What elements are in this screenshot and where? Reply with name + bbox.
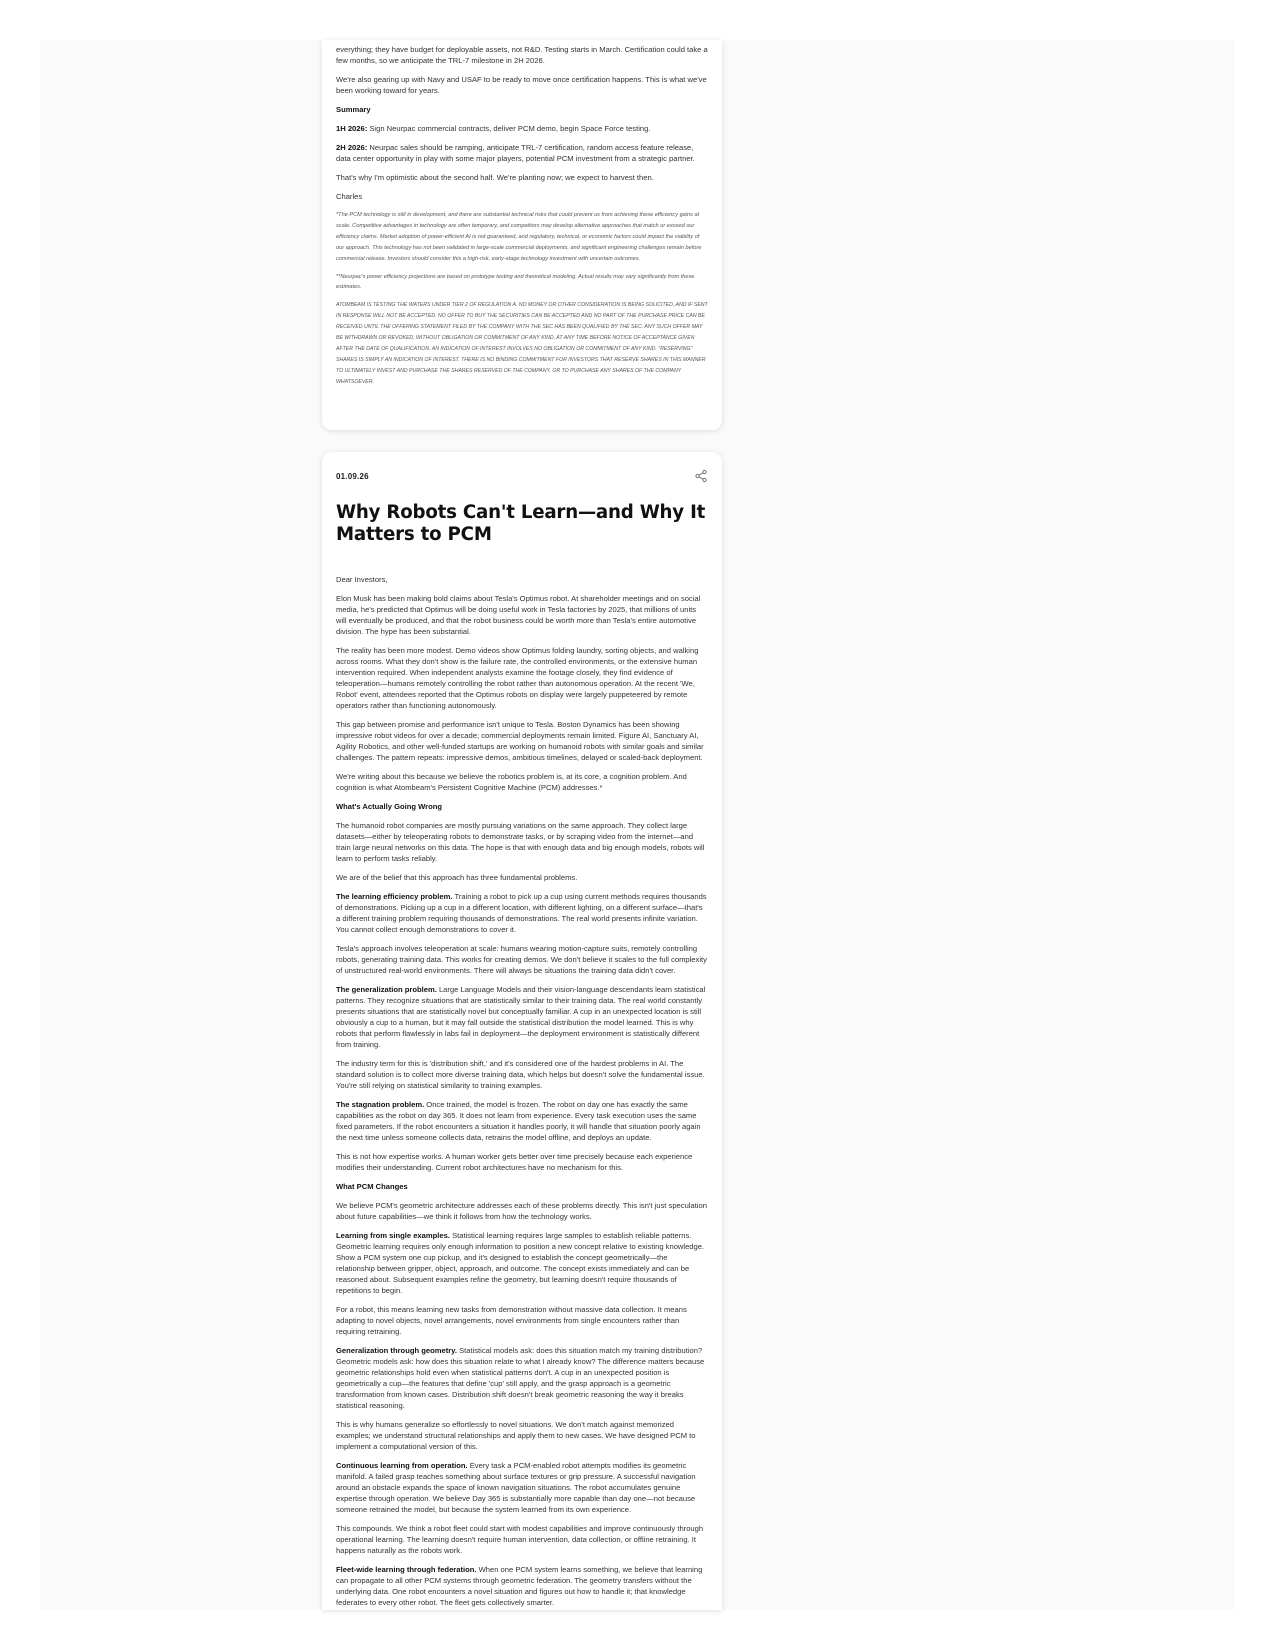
paragraph: We're also gearing up with Navy and USAF to be ready to move once certification happens. This is what we've been working toward for years. [336, 75, 707, 95]
paragraph [336, 1564, 708, 1608]
paragraph-text: Large Language Models and their vision-language descendants learn statistical patterns. They recognize situations that are statistically similar to their training data. The real world constantly presents situations that are statistically novel but conceptually familiar. A cup in an unexpected location is still obviously a cup to a human, but it may fall outside the statistical distribution the model learned. This is why robots that perform flawlessly in labs fail in deployment—the deployment environment is statistically different from training. [336, 985, 706, 1049]
paragraph: This is not how expertise works. A human worker gets better over time precisely because each experience modifies their understanding. Current robot architectures have no mechanism for this. [336, 1152, 693, 1172]
paragraph: We believe PCM's geometric architecture addresses each of these problems directly. This isn't just speculation about future capabilities—we think it follows from how the technology works. [336, 1201, 707, 1221]
paragraph-text: Training a robot to pick up a cup using current methods requires thousands of demonstrations. Picking up a cup in a different location, with different lighting, on a different surface—that's a different training problem requiring thousands of demonstrations. The real world presents infinite variation. You cannot collect enough demonstrations to cover it. [336, 892, 707, 934]
lead-in: Learning from single examples. [336, 1231, 450, 1240]
summary-heading: Summary [336, 105, 371, 114]
paragraph: everything; they have budget for deployable assets, not R&D. Testing starts in March. Certification could take a few months, so we anticipate the TRL-7 milestone in 2H 2026. [336, 45, 708, 65]
post-date: 01.09.26 [336, 471, 369, 481]
section-heading: What's Actually Going Wrong [336, 802, 443, 811]
summary-item [336, 142, 708, 164]
legal-notice: ATOMBEAM IS TESTING THE WATERS UNDER TIER 2 OF REGULATION A. NO MONEY OR OTHER CONSIDERATION IS BEING SOLICITED, AND IF SENT IN RESPONSE WILL NOT BE ACCEPTED. NO OFFER TO BUY THE SECURITIES CAN BE ACCEPTED AND NO PART OF THE PURCHASE PRICE CAN BE RECEIVED UNTIL THE OFFERING STATEMENT FILED BY THE COMPANY WITH THE SEC HAS BEEN QUALIFIED BY THE SEC. ANY SUCH OFFER MAY BE WITHDRAWN OR REVOKED, WITHOUT OBLIGATION OR COMMITMENT OF ANY KIND, AT ANY TIME BEFORE NOTICE OF ACCEPTANCE GIVEN AFTER THE DATE OF QUALIFICATION. AN INDICATION OF INTEREST INVOLVES NO OBLIGATION OR COMMITMENT OF ANY KIND. "RESERVING" SHARES IS SIMPLY AN INDICATION OF INTEREST. THERE IS NO BINDING COMMITMENT FOR INVESTORS THAT RESERVE SHARES IN THIS MANNER TO ULTIMATELY INVEST AND PURCHASE THE SHARES RESERVED OF THE COMPANY, OR TO PURCHASE ANY SHARES OF THE COMPANY WHATSOEVER. [336, 302, 708, 385]
paragraph [336, 1230, 708, 1296]
paragraph: We're writing about this because we believe the robotics problem is, at its core, a cognition problem. And cognition is what Atombeam's Persistent Cognitive Machine (PCM) addresses.* [336, 772, 687, 792]
disclaimer: *The PCM technology is still in development, and there are substantial technical risks that could prevent us from achieving these efficiency gains at scale. Competitive advantages in technology are often temporary, and competitors may develop alternative approaches that match or exceed our efficiency claims. Market adoption of power-efficient AI is not guaranteed, and regulatory, technical, or economic factors could impact the viability of our approach. This technology has not been validated in large-scale commercial deployments, and significant engineering challenges remain before commercial release. Investors should consider this a high-risk, early-stage technology investment with uncertain outcomes. [336, 212, 702, 262]
greeting: Dear Investors, [336, 575, 388, 584]
lead-in: The generalization problem. [336, 985, 437, 994]
lead-in: Generalization through geometry. [336, 1346, 457, 1355]
lead-in: The learning efficiency problem. [336, 892, 453, 901]
paragraph-text: Statistical models ask: does this situation match my training distribution? Geometric models ask: how does this situation relate to what I already know? The difference matters because geometric relationships hold even when statistical patterns don't. A cup in an unexpected position is geometrically a cup—the features that define 'cup' still apply, and the grasp approach is a geometric transformation from known cases. Distribution shift doesn't break geometric reasoning the way it breaks statistical reasoning. [336, 1346, 705, 1410]
closing-paragraph: That's why I'm optimistic about the second half. We're planting now; we expect to harvest then. [336, 173, 654, 182]
summary-item [336, 123, 708, 134]
post-card [322, 452, 722, 1610]
paragraph-text: Every task a PCM-enabled robot attempts modifies its geometric manifold. A failed grasp teaches something about surface textures or grip pressure. A successful navigation around an obstacle expands the space of known navigation situations. The robot accumulates genuine expertise through operation. We believe Day 365 is substantially more capable than day one—not because someone retrained the model, but because the system learned from its own experience. [336, 1461, 696, 1514]
summary-item-label: 2H 2026: [336, 143, 368, 152]
post-title: Why Robots Can't Learn—and Why It Matters to PCM [336, 502, 706, 545]
paragraph: This gap between promise and performance isn't unique to Tesla. Boston Dynamics has been showing impressive robot videos for over a decade; commercial deployments remain limited. Figure AI, Sanctuary AI, Agility Robotics, and other well-funded startups are working on humanoid robots with similar goals and similar challenges. The pattern repeats: impressive demos, ambitious timelines, delayed or scaled-back deployment. [336, 720, 704, 762]
earlier-post-card [322, 40, 722, 430]
paragraph: For a robot, this means learning new tasks from demonstration without massive data collection. It means adapting to novel objects, novel arrangements, novel environments from single encounters rather than requiring retraining. [336, 1305, 687, 1336]
paragraph [336, 984, 708, 1050]
paragraph: This is why humans generalize so effortlessly to novel situations. We don't match against memorized examples; we understand structural relationships and apply them to new cases. We have designed PCM to implement a computational version of this. [336, 1420, 696, 1451]
signature: Charles [336, 192, 363, 201]
lead-in: Fleet-wide learning through federation. [336, 1565, 477, 1574]
paragraph: We are of the belief that this approach has three fundamental problems. [336, 873, 578, 882]
lead-in: Continuous learning from operation. [336, 1461, 468, 1470]
paragraph: This compounds. We think a robot fleet could start with modest capabilities and improve continuously through operational learning. The learning doesn't require human intervention, data collection, or offline retraining. It happens naturally as the robots work. [336, 1524, 704, 1555]
summary-item-text: Neurpac sales should be ramping, anticipate TRL-7 certification, random access feature release, data center opportunity in play with some major players, potential PCM investment from a strategic partner. [336, 143, 695, 163]
paragraph [336, 891, 708, 935]
share-icon[interactable] [694, 469, 708, 483]
paragraph: Tesla's approach involves teleoperation at scale: humans wearing motion-capture suits, remotely controlling robots, generating training data. This works for creating demos. We don't believe it scales to the full complexity of unstructured real-world environments. There will always be situations the training data didn't cover. [336, 944, 707, 975]
paragraph: The reality has been more modest. Demo videos show Optimus folding laundry, sorting objects, and walking across rooms. What they don't show is the failure rate, the controlled environments, or the extensive human intervention required. When independent analysts examine the footage closely, they find evidence of teleoperation—humans remotely controlling the robot rather than autonomous operation. At the recent 'We, Robot' event, attendees reported that the Optimus robots on display were largely puppeteered by remote operators rather than functioning autonomously. [336, 646, 699, 710]
paragraph: The industry term for this is 'distribution shift,' and it's considered one of the hardest problems in AI. The standard solution is to collect more diverse training data, which helps but doesn't solve the fundamental issue. You're still relying on statistical similarity to training examples. [336, 1059, 705, 1090]
paragraph-text: Once trained, the model is frozen. The robot on day one has exactly the same capabilities as the robot on day 365. It does not learn from experience. Every task execution uses the same fixed parameters. If the robot encounters a situation it handles poorly, it will handle that situation poorly again the next time unless someone collects data, retrains the model offline, and deploys an update. [336, 1100, 701, 1142]
summary-item-text: Sign Neurpac commercial contracts, deliver PCM demo, begin Space Force testing. [367, 124, 651, 133]
paragraph [336, 1099, 708, 1143]
paragraph: Elon Musk has been making bold claims about Tesla's Optimus robot. At shareholder meetings and on social media, he's predicted that Optimus will be doing useful work in Tesla factories by 2025, that millions of units will eventually be produced, and that the robot business could be worth more than Tesla's entire automotive division. The hype has been substantial. [336, 594, 701, 636]
lead-in: The stagnation problem. [336, 1100, 425, 1109]
section-heading: What PCM Changes [336, 1182, 408, 1191]
paragraph [336, 1345, 708, 1411]
paragraph-text: When one PCM system learns something, we believe that learning can propagate to all other PCM systems through geometric federation. The geometry transfers without the underlying data. One robot encounters a novel situation and figures out how to handle it; that knowledge federates to every other robot. The fleet gets collectively smarter. [336, 1565, 703, 1607]
disclaimer: **Neurpac's power efficiency projections are based on prototype testing and theoretical modeling. Actual results may vary significantly from these estimates. [336, 273, 695, 291]
paragraph-text: Statistical learning requires large samples to establish reliable patterns. Geometric learning requires only enough information to position a new concept relative to existing knowledge. Show a PCM system one cup pickup, and it's designed to establish the concept geometrically—the relationship between gripper, object, approach, and outcome. The concept exists immediately and can be reasoned about. Subsequent examples refine the geometry, but learning doesn't require thousands of repetitions to begin. [336, 1231, 705, 1295]
paragraph [336, 1460, 708, 1515]
summary-item-label: 1H 2026: [336, 124, 368, 133]
paragraph: The humanoid robot companies are mostly pursuing variations on the same approach. They collect large datasets—either by teleoperating robots to demonstrate tasks, or by scraping video from the internet—and train large neural networks on this data. The hope is that with enough data and big enough models, robots will learn to perform tasks reliably. [336, 821, 705, 863]
post-header [336, 470, 708, 482]
